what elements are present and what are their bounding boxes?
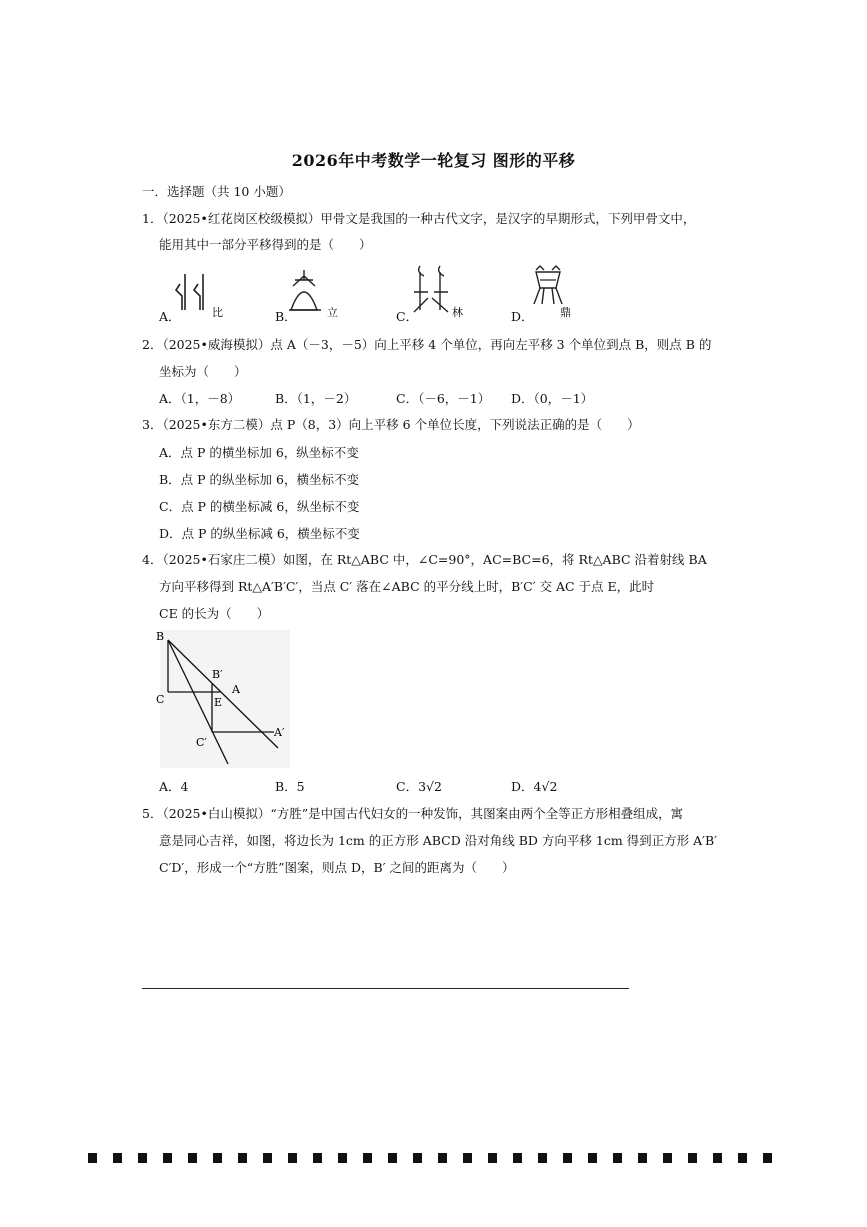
q4-option-b: B．5	[275, 779, 305, 794]
q3-option-b: B．点 P 的纵坐标加 6，横坐标不变	[159, 472, 359, 487]
label-a-prime: A′	[274, 726, 285, 739]
oracle-glyph-lin-image	[410, 262, 470, 322]
question-2-line-2: 坐标为（ ）	[159, 364, 247, 379]
question-4-line-3: CE 的长为（ ）	[159, 606, 270, 621]
glyph-label-bi: 比	[212, 306, 223, 319]
label-b-prime: B′	[212, 668, 223, 681]
q2-option-c: C．（－6，－1）	[396, 391, 491, 406]
q3-option-d: D．点 P 的纵坐标减 6，横坐标不变	[159, 526, 360, 541]
glyph-label-lin: 林	[452, 306, 463, 319]
page-border-dots	[88, 1153, 782, 1163]
q2-option-d: D．（0，－1）	[511, 391, 594, 406]
label-c-prime: C′	[196, 736, 207, 749]
glyph-label-li: 立	[327, 306, 338, 319]
question-5-line-1: 5．（2025•白山模拟）“方胜”是中国古代妇女的一种发饰，其图案由两个全等正方形相叠组成，寓	[142, 806, 684, 821]
q1-option-b: B．	[275, 309, 297, 324]
section-heading: 一．选择题（共 10 小题）	[142, 184, 291, 199]
q1-option-d: D．	[511, 309, 534, 324]
question-2-line-1: 2．（2025•威海模拟）点 A（－3，－5）向上平移 4 个单位，再向左平移 3 个单位到点 B，则点 B 的	[142, 337, 712, 352]
question-5-line-3: C′D′，形成一个“方胜”图案，则点 D，B′ 之间的距离为（ ）	[159, 860, 515, 875]
label-a: A	[232, 683, 240, 696]
footer-divider	[142, 988, 629, 989]
label-e: E	[214, 696, 223, 709]
question-1-line-1: 1．（2025•红花岗区校级模拟）甲骨文是我国的一种古代文字，是汉字的早期形式，下列甲骨文中，	[142, 211, 696, 226]
oracle-glyph-ding-image	[528, 264, 588, 322]
question-3-line-1: 3．（2025•东方二模）点 P（8，3）向上平移 6 个单位长度，下列说法正确的是（ ）	[142, 417, 640, 432]
q4-option-c: C．3√2	[396, 779, 442, 794]
q4-option-a: A．4	[159, 779, 189, 794]
glyph-label-ding: 鼎	[560, 306, 571, 319]
q4-triangle-figure	[150, 626, 300, 772]
label-c: C	[156, 693, 165, 706]
q3-option-a: A．点 P 的横坐标加 6，纵坐标不变	[159, 445, 359, 460]
page-title: 2026年中考数学一轮复习 图形的平移	[291, 151, 576, 170]
question-4-line-1: 4．（2025•石家庄二模）如图，在 Rt△ABC 中，∠C=90°，AC=BC=6，将 Rt△ABC 沿着射线 BA	[142, 552, 707, 567]
q1-option-a: A．	[159, 309, 181, 324]
label-b: B	[156, 630, 165, 643]
question-4-line-2: 方向平移得到 Rt△A′B′C′，当点 C′ 落在∠ABC 的平分线上时，B′C′ 交 AC 于点 E，此时	[159, 579, 655, 594]
q2-option-a: A．（1，－8）	[159, 391, 241, 406]
q2-option-b: B．（1，－2）	[275, 391, 357, 406]
q3-option-c: C．点 P 的横坐标减 6，纵坐标不变	[159, 499, 360, 514]
q1-option-c: C．	[396, 309, 419, 324]
q4-option-d: D．4√2	[511, 779, 558, 794]
question-1-line-2: 能用其中一部分平移得到的是（ ）	[159, 237, 372, 252]
question-5-line-2: 意是同心吉祥，如图，将边长为 1cm 的正方形 ABCD 沿对角线 BD 方向平移 1cm 得到正方形 A′B′	[159, 833, 718, 848]
